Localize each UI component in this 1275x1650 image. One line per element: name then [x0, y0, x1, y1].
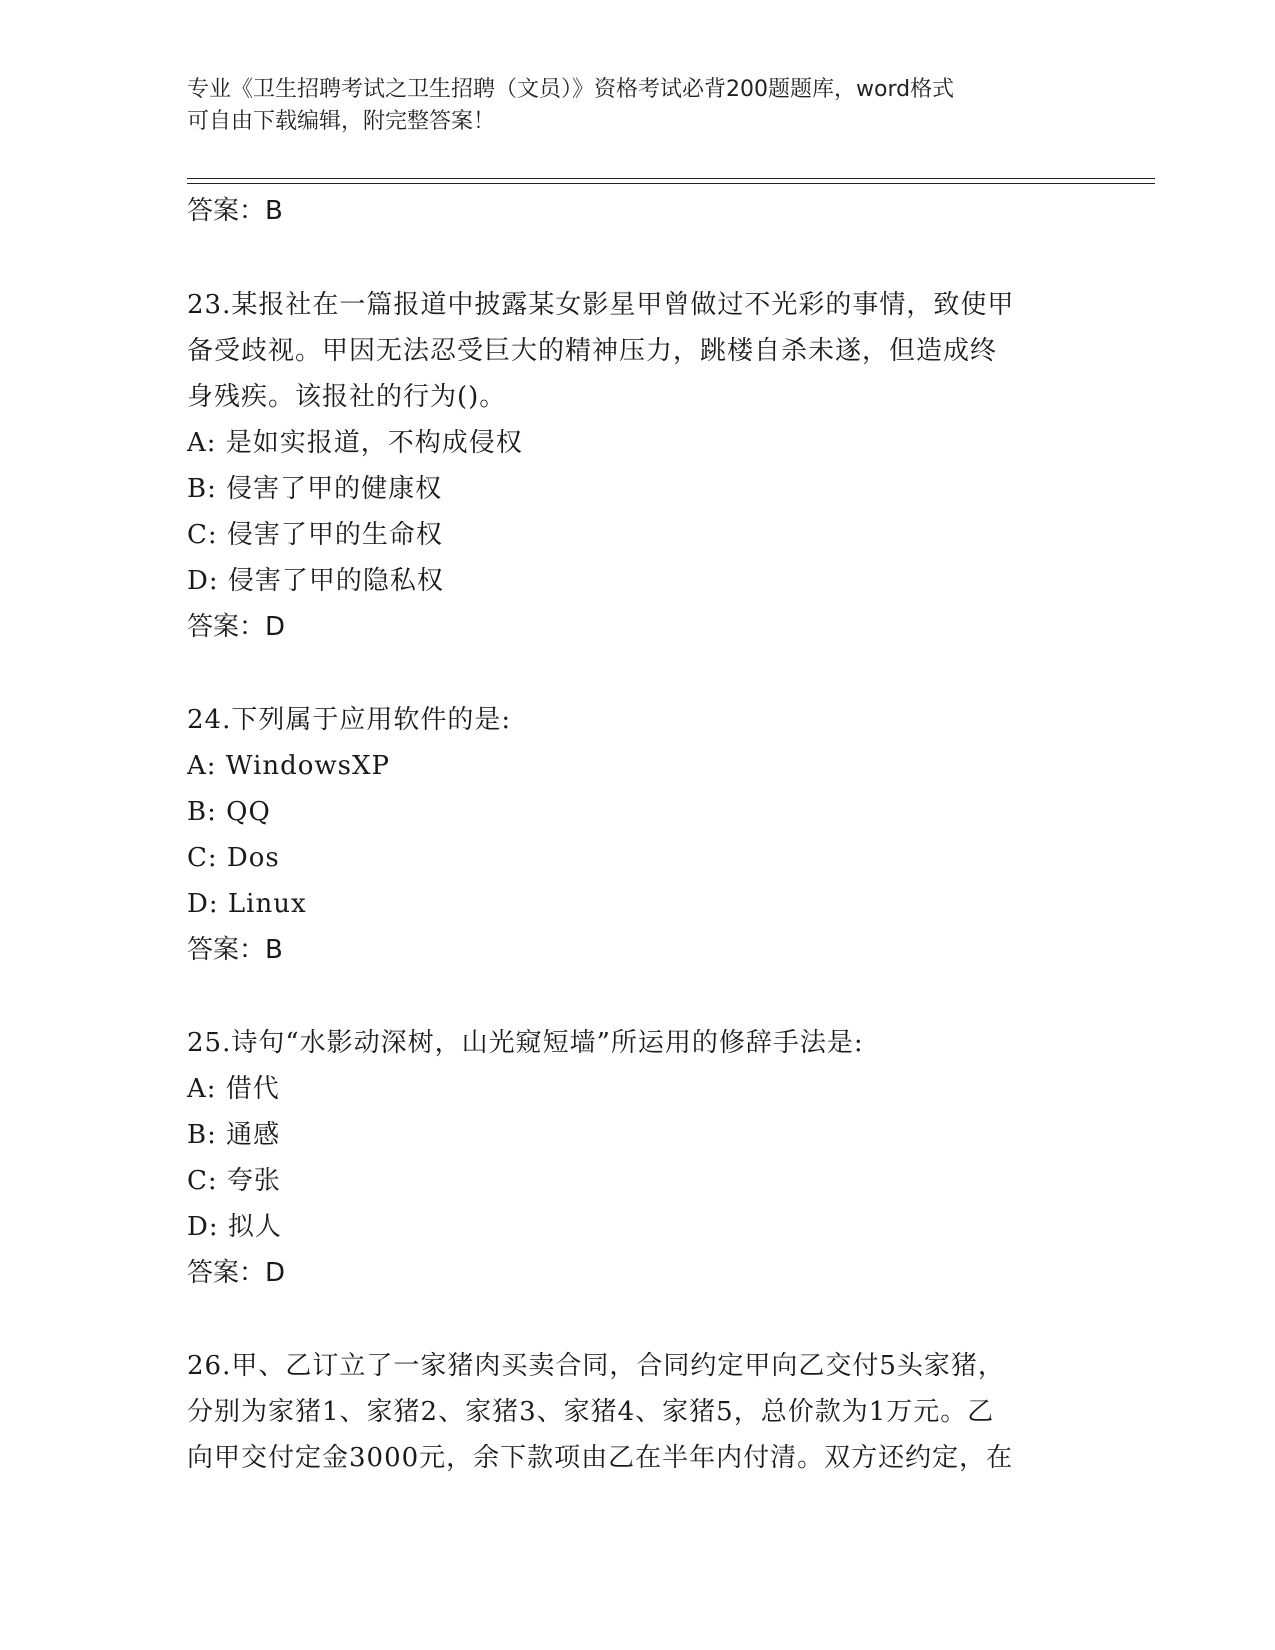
question-text-line: 25.诗句“水影动深树，山光窥短墙”所运用的修辞手法是:	[187, 1028, 864, 1058]
question-text-line: 26.甲、乙订立了一家猪肉买卖合同，合同约定甲向乙交付5头家猪，	[187, 1351, 1005, 1381]
question-text-line: 身残疾。该报社的行为()。	[187, 382, 507, 412]
question-23	[187, 282, 1087, 650]
question-text-line: 24.下列属于应用软件的是:	[187, 705, 512, 735]
header-line-2: 可自由下载编辑，附完整答案！	[187, 109, 496, 134]
document-body	[187, 188, 1087, 1481]
option-d: D: Linux	[187, 889, 307, 919]
option-a: A: WindowsXP	[187, 751, 391, 781]
question-text-line: 向甲交付定金3000元，余下款项由乙在半年内付清。双方还约定，在	[187, 1443, 1014, 1473]
option-d: D: 侵害了甲的隐私权	[187, 566, 444, 596]
header-line-1: 专业《卫生招聘考试之卫生招聘（文员）》资格考试必背200题题库，word格式	[187, 77, 955, 102]
question-text-line: 23.某报社在一篇报道中披露某女影星甲曾做过不光彩的事情，致使甲	[187, 290, 1015, 320]
question-25	[187, 1020, 1087, 1296]
answer-line: 答案：D	[187, 612, 286, 642]
option-c: C: 夸张	[187, 1166, 281, 1196]
answer-line: 答案：B	[187, 935, 283, 965]
header-rule-bottom	[187, 183, 1155, 184]
question-text-line: 备受歧视。甲因无法忍受巨大的精神压力，跳楼自杀未遂，但造成终	[187, 336, 998, 366]
question-24	[187, 697, 1087, 973]
option-b: B: QQ	[187, 797, 271, 827]
option-a: A: 借代	[187, 1074, 280, 1104]
header-rule-top	[187, 178, 1155, 179]
answer-line: 答案：D	[187, 1258, 286, 1288]
option-a: A: 是如实报道，不构成侵权	[187, 428, 523, 458]
option-b: B: 侵害了甲的健康权	[187, 474, 443, 504]
question-text-line: 分别为家猪1、家猪2、家猪3、家猪4、家猪5，总价款为1万元。乙	[187, 1397, 995, 1427]
answer-line: 答案：B	[187, 196, 283, 226]
option-d: D: 拟人	[187, 1212, 282, 1242]
question-26	[187, 1343, 1087, 1481]
document-header	[187, 74, 1087, 138]
option-c: C: 侵害了甲的生命权	[187, 520, 443, 550]
option-c: C: Dos	[187, 843, 280, 873]
option-b: B: 通感	[187, 1120, 281, 1150]
